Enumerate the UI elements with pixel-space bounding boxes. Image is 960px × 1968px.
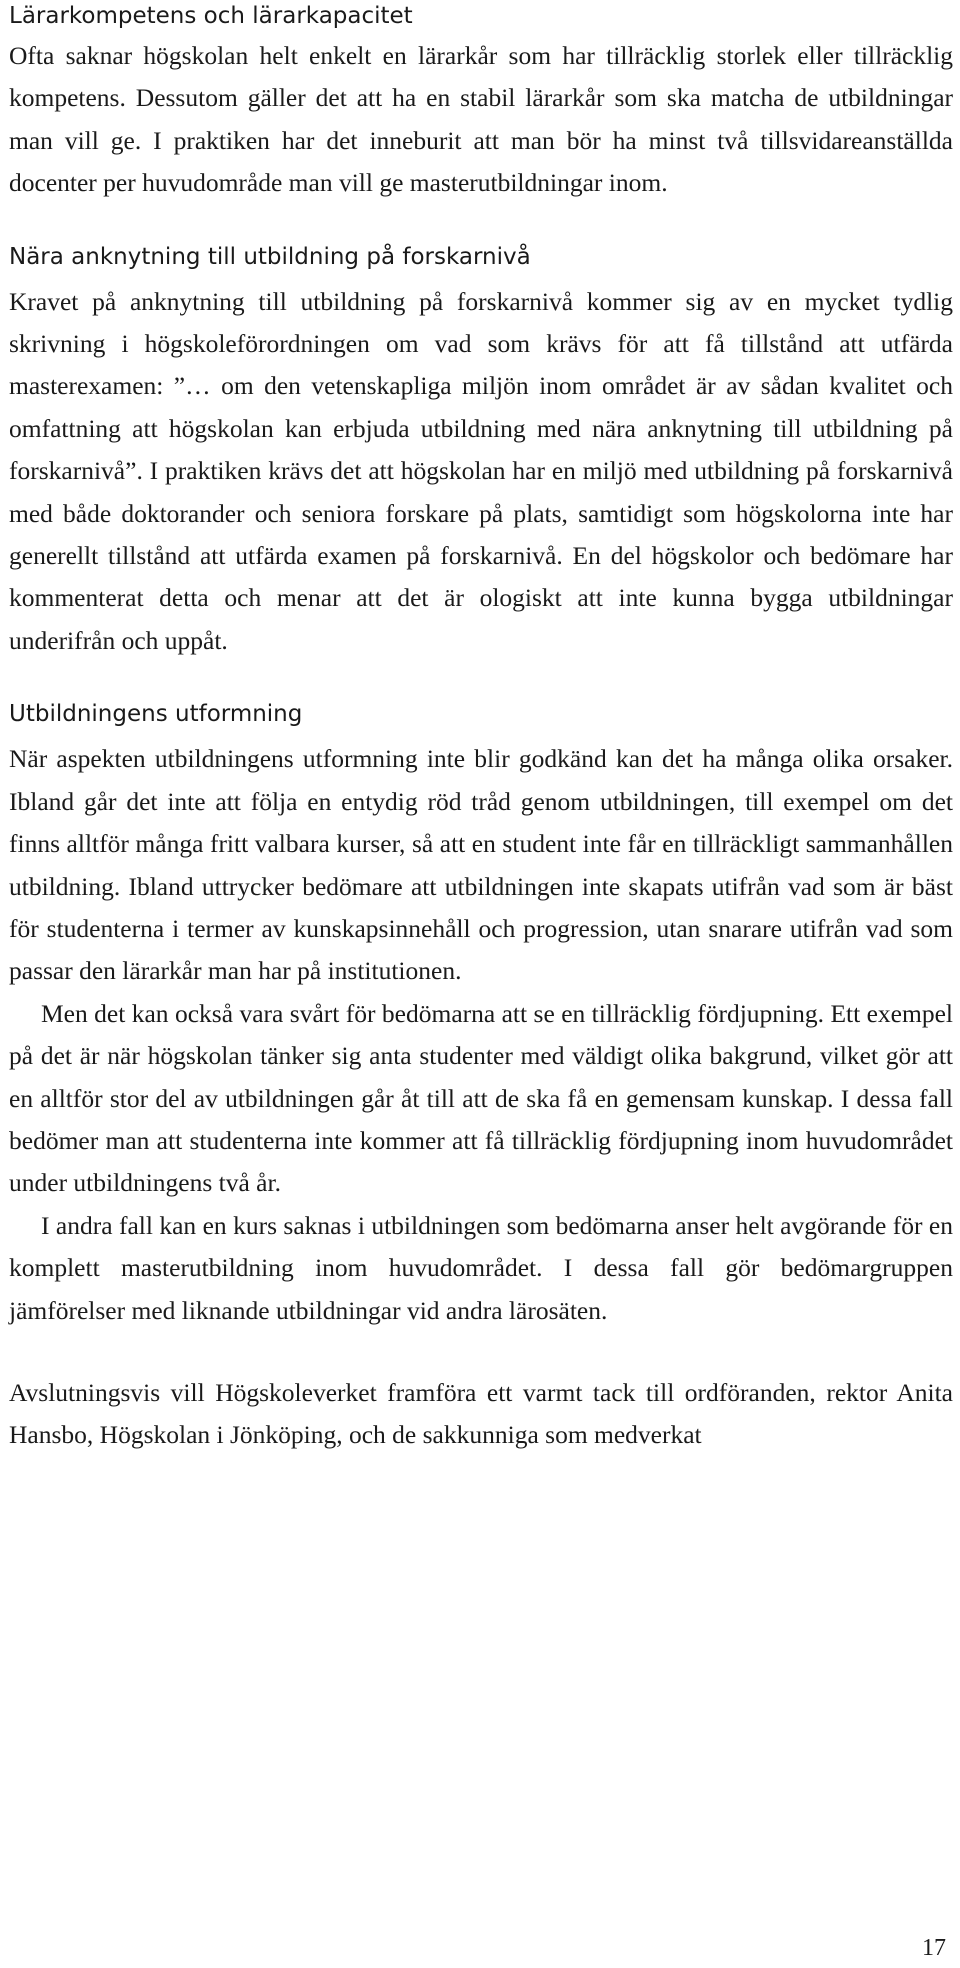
paragraph-research-connection: Kravet på anknytning till utbildning på forskarnivå kommer sig av en mycket tydlig skrivning i högskoleförordningen om vad som krävs för att få tillstånd att utfärda masterexamen: ”… om den vetenskapliga miljön inom området är av sådan kvalitet och omfattning att högskolan kan erbjuda utbildning med nära anknytning till utbildning på forskarnivå”. I praktiken krävs det att högskolan har en miljö med utbildning på forskarnivå med både doktorander och seniora forskare på plats, samtidigt som högskolorna inte har generellt tillstånd att utfärda examen på forskarnivå. En del högskolor och bedömare har kommenterat detta och menar att det är ologiskt att inte kunna bygga utbildningar underifrån och uppåt. — [9, 286, 953, 655]
section-heading-research-connection: Nära anknytning till utbildning på forskarnivå — [9, 243, 531, 270]
page-number: 17 — [922, 1935, 946, 1961]
paragraph-teacher-competence: Ofta saknar högskolan helt enkelt en lärarkår som har tillräcklig storlek eller tillräcklig kompetens. Dessutom gäller det att ha en stabil lärarkår som ska matcha de utbildningar man vill ge. I praktiken har det inneburit att man bör ha minst två tillsvidareanställda docenter per huvudområde man vill ge masterutbildningar inom. — [9, 41, 953, 198]
section-heading-program-design: Utbildningens utformning — [9, 701, 303, 728]
paragraph-program-design-2: Men det kan också vara svårt för bedömarna att se en tillräcklig fördjupning. Ett exempel på det är när högskolan tänker sig anta studenter med väldigt olika bakgrund, vilket gör att en alltför stor del av utbildningen går åt till att de ska få en gemensam kunskap. I dessa fall bedömer man att studenterna inte kommer att få tillräcklig fördjupning inom huvudområdet under utbildningens två år. — [9, 998, 953, 1198]
paragraph-program-design-3: I andra fall kan en kurs saknas i utbildningen som bedömarna anser helt avgörande för en komplett masterutbildning inom huvudområdet. I dessa fall gör bedömargruppen jämförelser med liknande utbildningar vid andra lärosäten. — [9, 1210, 953, 1325]
closing-paragraph: Avslutningsvis vill Högskoleverket framföra ett varmt tack till ordföranden, rektor Anita Hansbo, Högskolan i Jönköping, och de sakkunniga som medverkat — [9, 1377, 953, 1450]
document-page — [9, 0, 953, 1457]
paragraph-program-design-1: När aspekten utbildningens utformning inte blir godkänd kan det ha många olika orsaker. Ibland går det inte att följa en entydig röd tråd genom utbildningen, till exempel om det finns alltför många fritt valbara kurser, så att en student inte får en tillräckligt sammanhållen utbildning. Ibland uttrycker bedömare att utbildningen inte skapats utifrån vad som är bäst för studenterna i termer av kunskapsinnehåll och progression, utan snarare utifrån vad som passar den lärarkår man har på institutionen. — [9, 744, 953, 986]
section-heading-teacher-competence: Lärarkompetens och lärarkapacitet — [9, 3, 413, 29]
